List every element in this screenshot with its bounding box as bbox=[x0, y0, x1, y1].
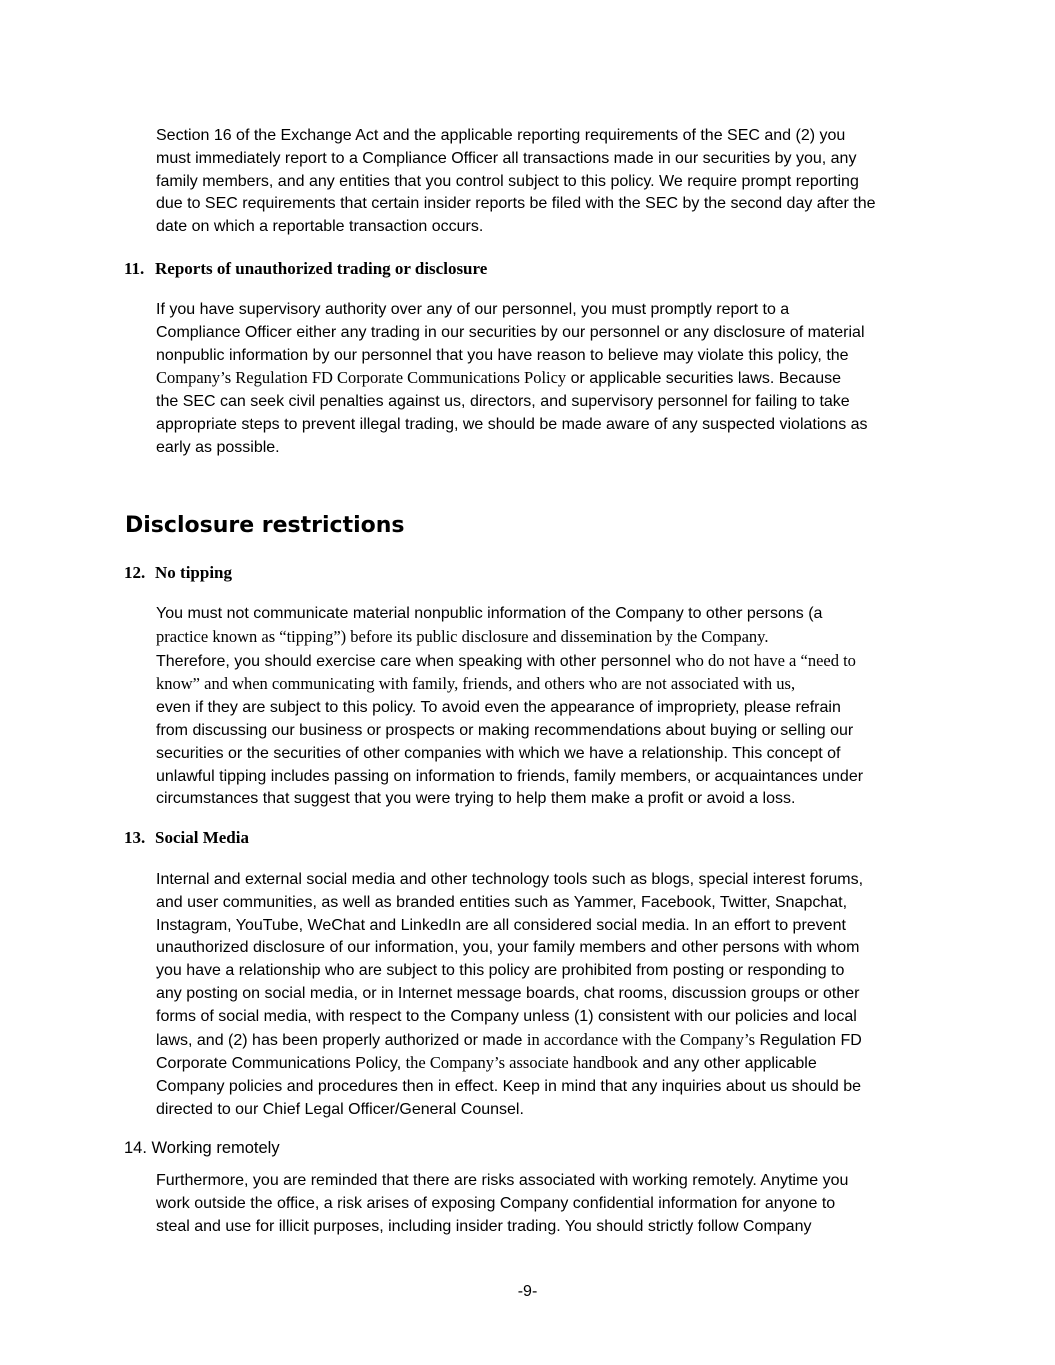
text-segment: steal and use for illicit purposes, including insider trading. You should strictly follow Company bbox=[156, 1217, 812, 1235]
text-segment: Internal and external social media and other technology tools such as blogs, special interest forums, bbox=[156, 871, 864, 888]
text-segment: Compliance Officer either any trading in our securities by our personnel or any disclosure of material bbox=[156, 323, 865, 341]
disclosure-restrictions-heading: Disclosure restrictions bbox=[125, 513, 405, 538]
text-segment: any posting on social media, or in Internet message boards, chat rooms, discussion groups or other bbox=[156, 984, 860, 1002]
text-line bbox=[156, 697, 936, 720]
text-line bbox=[156, 345, 936, 368]
section-11-number: 11. bbox=[124, 259, 145, 278]
section-13-number: 13. bbox=[124, 828, 146, 847]
text-line bbox=[156, 299, 936, 322]
text-line bbox=[156, 1052, 936, 1076]
text-line bbox=[156, 1170, 936, 1193]
text-segment: the Company’s associate handbook bbox=[405, 1053, 638, 1073]
text-segment: unauthorized disclosure of our information, you, your family members and other persons with whom bbox=[156, 939, 860, 957]
text-segment: due to SEC requirements that certain insider reports be filed with the SEC by the second day after the bbox=[156, 195, 876, 213]
section-13-paragraph bbox=[156, 869, 936, 1122]
text-segment: directed to our Chief Legal Officer/General Counsel. bbox=[156, 1100, 524, 1118]
section-13-title: Social Media bbox=[155, 828, 249, 847]
text-line bbox=[156, 1099, 936, 1122]
text-line bbox=[156, 915, 936, 938]
text-segment: Corporate Communications Policy, bbox=[156, 1055, 406, 1073]
text-segment: and any other applicable bbox=[637, 1055, 817, 1073]
text-line bbox=[156, 193, 936, 216]
text-segment: in accordance with the Company’s bbox=[526, 1029, 756, 1049]
section-11-paragraph bbox=[156, 299, 936, 460]
text-segment: Instagram, YouTube, WeChat and LinkedIn are all considered social media. In an effort to prevent bbox=[156, 916, 846, 934]
text-line bbox=[156, 788, 936, 811]
section-12-number: 12. bbox=[124, 563, 146, 582]
text-segment: or applicable securities laws. Because bbox=[566, 370, 841, 388]
text-line bbox=[156, 125, 936, 148]
text-line bbox=[156, 743, 936, 766]
text-segment: know” and when communicating with family, friends, and others who are not associated with us, bbox=[156, 674, 796, 694]
section-12-title: No tipping bbox=[155, 563, 232, 582]
text-segment: appropriate steps to prevent illegal trading, we should be made aware of any suspected violations as bbox=[156, 415, 868, 433]
section-12-paragraph bbox=[156, 603, 936, 811]
text-line bbox=[156, 148, 936, 171]
text-segment: and user communities, as well as branded entities such as Yammer, Facebook, Twitter, Snapchat, bbox=[156, 893, 848, 911]
text-segment: from discussing our business or prospects or making recommendations about buying or selling our bbox=[156, 721, 854, 739]
text-segment: Therefore, you should exercise care when speaking with other personnel bbox=[156, 652, 676, 670]
text-line bbox=[156, 766, 936, 789]
text-segment: who do not have a “need to bbox=[675, 650, 856, 670]
text-segment: forms of social media, with respect to the Company unless (1) consistent with our policies and local bbox=[156, 1007, 857, 1025]
text-line bbox=[156, 391, 936, 414]
text-segment: early as possible. bbox=[156, 438, 280, 456]
text-line bbox=[156, 322, 936, 345]
text-line bbox=[156, 937, 936, 960]
section-14-heading: 14. Working remotely bbox=[124, 1139, 280, 1157]
section-13-heading bbox=[124, 828, 249, 848]
text-line bbox=[156, 673, 936, 697]
text-line bbox=[156, 869, 936, 892]
text-line bbox=[156, 216, 936, 239]
text-segment: the SEC can seek civil penalties against us, directors, and supervisory personnel for failing to take bbox=[156, 393, 850, 411]
text-segment: If you have supervisory authority over any of our personnel, you must promptly report to a bbox=[156, 301, 790, 318]
text-segment: even if they are subject to this policy. To avoid even the appearance of impropriety, please refrain bbox=[156, 699, 841, 717]
text-line bbox=[156, 437, 936, 460]
text-line bbox=[156, 171, 936, 194]
section-12-heading bbox=[124, 563, 232, 583]
text-segment: practice known as “tipping”) before its public disclosure and dissemination by the Company. bbox=[156, 626, 769, 646]
section-14-paragraph bbox=[156, 1170, 936, 1238]
text-line bbox=[156, 603, 936, 626]
text-segment: laws, and (2) has been properly authorized or made bbox=[156, 1031, 527, 1049]
section-11-heading bbox=[124, 259, 487, 279]
text-line bbox=[156, 983, 936, 1006]
intro-paragraph bbox=[156, 125, 936, 239]
text-segment: Furthermore, you are reminded that there are risks associated with working remotely. Anytime you bbox=[156, 1172, 849, 1189]
text-line bbox=[156, 1006, 936, 1029]
text-segment: must immediately report to a Compliance Officer all transactions made in our securities by you, any bbox=[156, 149, 857, 167]
text-line bbox=[156, 367, 936, 391]
text-segment: circumstances that suggest that you were trying to help them make a profit or avoid a loss. bbox=[156, 790, 796, 808]
text-segment: you have a relationship who are subject to this policy are prohibited from posting or responding to bbox=[156, 962, 845, 980]
text-line bbox=[156, 1076, 936, 1099]
text-segment: nonpublic information by our personnel that you have reason to believe may violate this policy, the bbox=[156, 346, 849, 364]
text-segment: date on which a reportable transaction occurs. bbox=[156, 218, 484, 236]
text-segment: Section 16 of the Exchange Act and the applicable reporting requirements of the SEC and (2) you bbox=[156, 127, 846, 144]
text-segment: family members, and any entities that you control subject to this policy. We require prompt reporting bbox=[156, 172, 859, 190]
text-segment: work outside the office, a risk arises of exposing Company confidential information for anyone to bbox=[156, 1194, 836, 1212]
text-segment: Company policies and procedures then in effect. Keep in mind that any inquiries about us should be bbox=[156, 1078, 862, 1096]
text-line bbox=[156, 892, 936, 915]
text-line bbox=[156, 414, 936, 437]
section-11-title: Reports of unauthorized trading or disclosure bbox=[155, 259, 488, 278]
text-segment: You must not communicate material nonpublic information of the Company to other persons (a bbox=[156, 605, 823, 622]
text-line bbox=[156, 1216, 936, 1239]
text-segment: Regulation FD bbox=[755, 1031, 862, 1049]
text-line bbox=[156, 960, 936, 983]
text-segment: unlawful tipping includes passing on information to friends, family members, or acquaintances under bbox=[156, 767, 864, 785]
text-line bbox=[156, 626, 936, 650]
text-line bbox=[156, 650, 936, 674]
page-number: -9- bbox=[517, 1283, 538, 1300]
text-segment: Company’s Regulation FD Corporate Communications Policy bbox=[156, 368, 567, 388]
text-segment: securities or the securities of other companies with which we have a relationship. This concept of bbox=[156, 744, 841, 762]
text-line bbox=[156, 1029, 936, 1053]
text-line bbox=[156, 1193, 936, 1216]
text-line bbox=[156, 720, 936, 743]
